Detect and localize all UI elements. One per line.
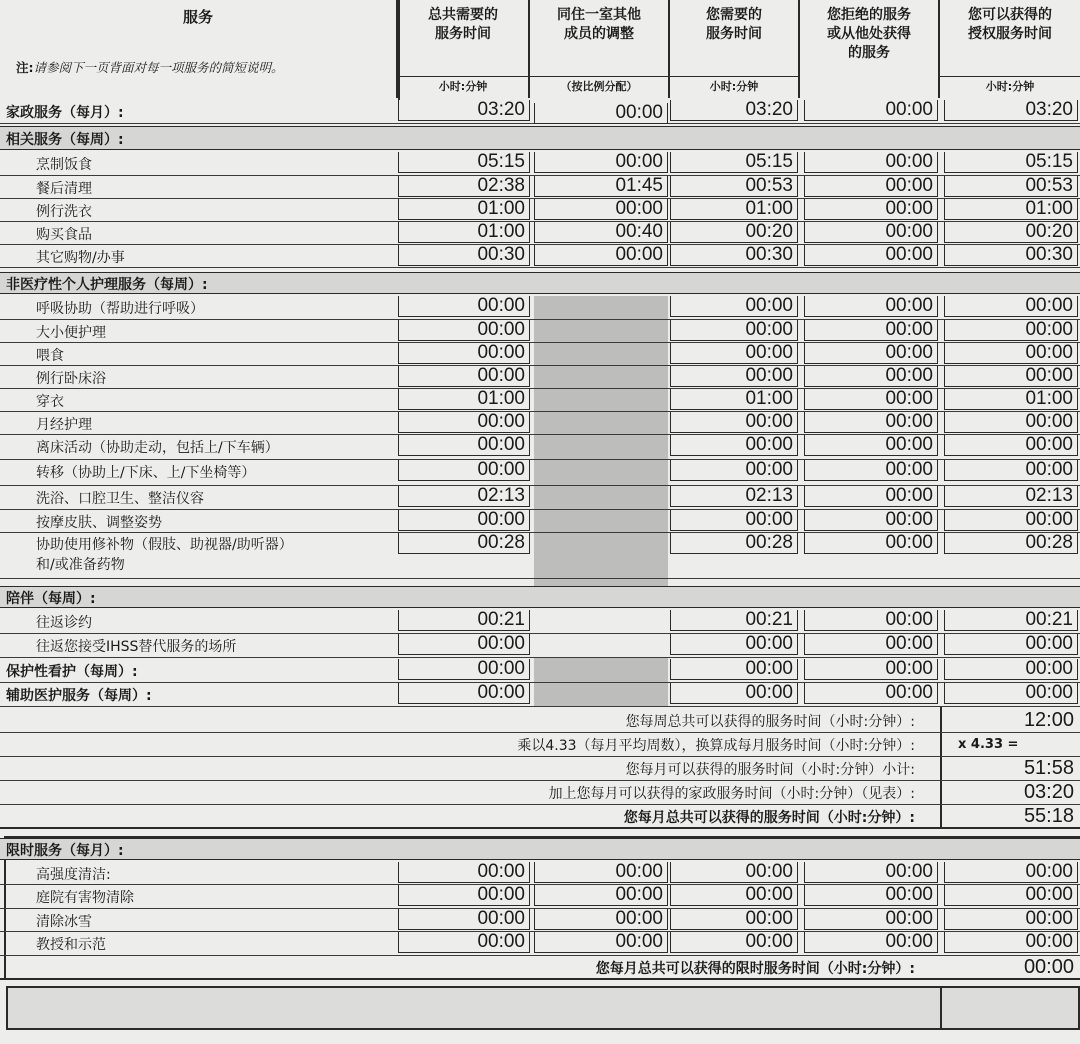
row-label: 其它购物/办事 (36, 250, 125, 266)
cell-need: 05:15 (670, 152, 798, 173)
cell-refused: 00:00 (804, 245, 938, 266)
limited-total (0, 956, 1080, 980)
col-refused-label: 您拒绝的服务 或从他处获得 的服务 (827, 7, 911, 61)
cell-need: 00:00 (670, 862, 798, 883)
cell-auth: 00:00 (944, 366, 1078, 387)
cell-need: 00:28 (670, 533, 798, 554)
table-row (0, 222, 1080, 245)
cell-refused: 00:00 (804, 296, 938, 317)
cell-auth: 00:28 (944, 533, 1078, 554)
row-label: 洗浴、口腔卫生、整洁仪容 (36, 491, 204, 507)
related-label: 相关服务（每周）: (6, 132, 124, 148)
paramedical-auth: 00:00 (944, 683, 1078, 704)
row-label: 按摩皮肤、调整姿势 (36, 515, 162, 531)
table-row (0, 343, 1080, 366)
limited-total-value: 00:00 (1023, 956, 1074, 978)
summary-domestic (0, 781, 1080, 805)
row-label: 离床活动（协助走动，包括上/下车辆） (36, 440, 279, 456)
table-row (0, 435, 1080, 460)
cell-auth: 00:00 (944, 320, 1078, 341)
cell-total: 01:00 (398, 199, 530, 220)
cell-auth: 00:53 (944, 176, 1078, 197)
cell-auth: 00:00 (944, 932, 1078, 953)
row-label: 购买食品 (36, 227, 92, 243)
protective-refused: 00:00 (804, 659, 938, 680)
cell-total: 00:21 (398, 610, 530, 631)
cell-need: 01:00 (670, 199, 798, 220)
unit-need: 小时:分钟 (670, 76, 798, 96)
cell-refused: 00:00 (804, 412, 938, 433)
cell-adjust: 00:00 (534, 909, 668, 930)
cell-total: 00:00 (398, 909, 530, 930)
table-row (0, 152, 1080, 176)
domestic-total: 03:20 (398, 100, 530, 121)
domestic-label: 家政服务（每月）: (6, 105, 124, 121)
summary-weekly (0, 709, 1080, 733)
cell-refused: 00:00 (804, 510, 938, 531)
cell-refused: 00:00 (804, 366, 938, 387)
unit-adjust: （按比例分配） (530, 76, 668, 96)
category-escort (0, 586, 1080, 608)
col-need-label: 您需要的 服务时间 (706, 7, 762, 42)
cell-adjust: 00:00 (534, 862, 668, 883)
cell-need: 00:00 (670, 885, 798, 906)
cell-auth: 00:00 (944, 412, 1078, 433)
service-title: 服务 (182, 8, 213, 26)
cell-need: 00:00 (670, 366, 798, 387)
summary-domestic-value: 03:20 (1023, 781, 1074, 803)
cell-need: 02:13 (670, 486, 798, 507)
cell-total: 00:00 (398, 460, 530, 481)
row-label: 烹制饭食 (36, 157, 92, 173)
total-value: 55:18 (1023, 805, 1074, 827)
row-protective (0, 659, 1080, 683)
cell-adjust: 00:00 (534, 152, 668, 173)
cell-auth: 01:00 (944, 389, 1078, 410)
cell-need: 00:00 (670, 634, 798, 655)
paramedical-need: 00:00 (670, 683, 798, 704)
paramedical-total: 00:00 (398, 683, 530, 704)
row-label: 餐后清理 (36, 181, 92, 197)
cell-need: 00:30 (670, 245, 798, 266)
cell-need: 00:00 (670, 909, 798, 930)
cell-auth: 01:00 (944, 199, 1078, 220)
row-label: 高强度清洁: (36, 867, 111, 883)
cell-auth: 02:13 (944, 486, 1078, 507)
summary-subtotal (0, 757, 1080, 781)
cell-need: 00:00 (670, 296, 798, 317)
cell-adjust: 00:00 (534, 199, 668, 220)
cell-total: 00:00 (398, 296, 530, 317)
cell-need: 00:20 (670, 222, 798, 243)
cell-total: 05:15 (398, 152, 530, 173)
cell-total: 00:28 (398, 533, 530, 554)
table-row (0, 245, 1080, 268)
header-total (398, 0, 530, 98)
cell-total: 02:38 (398, 176, 530, 197)
rule-1 (398, 0, 400, 100)
note-text: 请参阅下一页背面对每一项服务的简短说明。 (33, 60, 284, 75)
table-row (0, 296, 1080, 320)
cell-auth: 00:00 (944, 510, 1078, 531)
cell-total: 00:00 (398, 320, 530, 341)
table-row (0, 909, 1080, 932)
unit-total: 小时:分钟 (398, 76, 528, 96)
row-label: 例行卧床浴 (36, 371, 106, 387)
cell-refused: 00:00 (804, 610, 938, 631)
cell-refused: 00:00 (804, 435, 938, 456)
row-label: 大小便护理 (36, 325, 106, 341)
row-label: 庭院有害物清除 (36, 890, 134, 906)
cell-total: 01:00 (398, 222, 530, 243)
cell-total: 01:00 (398, 389, 530, 410)
header-need (670, 0, 800, 98)
category-personal (0, 272, 1080, 294)
cell-total: 00:00 (398, 634, 530, 655)
cell-need: 00:00 (670, 510, 798, 531)
limited-total-label: 您每月总共可以获得的限时服务时间（小时:分钟）: (595, 961, 915, 977)
cell-total: 00:00 (398, 510, 530, 531)
cell-need: 00:00 (670, 932, 798, 953)
cell-need: 00:00 (670, 412, 798, 433)
subtotal-value: 51:58 (1023, 757, 1074, 779)
cell-need: 00:00 (670, 435, 798, 456)
cell-adjust: 00:00 (534, 932, 668, 953)
cell-adjust: 00:00 (534, 885, 668, 906)
cell-auth: 00:21 (944, 610, 1078, 631)
cell-total: 00:00 (398, 932, 530, 953)
table-row (0, 634, 1080, 658)
cell-auth: 00:00 (944, 343, 1078, 364)
cell-refused: 00:00 (804, 222, 938, 243)
cell-need: 01:00 (670, 389, 798, 410)
domestic-auth: 03:20 (944, 100, 1078, 121)
personal-label: 非医疗性个人护理服务（每周）: (6, 277, 208, 293)
table-row (0, 320, 1080, 343)
cell-auth: 00:00 (944, 885, 1078, 906)
cell-auth: 00:30 (944, 245, 1078, 266)
cell-total: 00:00 (398, 885, 530, 906)
blank-footer-box (6, 986, 1080, 1030)
header-auth (940, 0, 1080, 98)
domestic-need: 03:20 (670, 100, 798, 121)
category-related (0, 126, 1080, 150)
table-row (0, 885, 1080, 909)
col-adjust-label: 同住一室其他 成员的调整 (557, 7, 641, 42)
escort-label: 陪伴（每周）: (6, 591, 96, 607)
table-row (0, 366, 1080, 389)
cell-refused: 00:00 (804, 634, 938, 655)
table-row (0, 533, 1080, 579)
col-total-label: 总共需要的 服务时间 (428, 7, 498, 42)
summary-multiply (0, 733, 1080, 757)
table-row (0, 199, 1080, 222)
row-label: 月经护理 (36, 417, 92, 433)
cell-auth: 00:20 (944, 222, 1078, 243)
cell-adjust: 00:40 (534, 222, 668, 243)
cell-adjust: 00:00 (534, 245, 668, 266)
cell-total: 00:00 (398, 862, 530, 883)
col-auth-label: 您可以获得的 授权服务时间 (968, 7, 1052, 42)
row-label: 喂食 (36, 348, 64, 364)
row-label: 例行洗衣 (36, 204, 92, 220)
row-label: 清除冰雪 (36, 914, 92, 930)
cell-total: 00:00 (398, 435, 530, 456)
table-row (0, 486, 1080, 510)
cell-refused: 00:00 (804, 909, 938, 930)
protective-label: 保护性看护（每周）: (6, 664, 138, 680)
cell-total: 00:00 (398, 343, 530, 364)
protective-auth: 00:00 (944, 659, 1078, 680)
cell-need: 00:21 (670, 610, 798, 631)
cell-refused: 00:00 (804, 176, 938, 197)
row-label: 转移（协助上/下床、上/下坐椅等） (36, 465, 256, 481)
cell-total: 00:30 (398, 245, 530, 266)
cell-total: 00:00 (398, 366, 530, 387)
cell-auth: 00:00 (944, 460, 1078, 481)
cell-need: 00:00 (670, 460, 798, 481)
protective-need: 00:00 (670, 659, 798, 680)
weekly-label: 您每周总共可以获得的服务时间（小时:分钟）: (625, 714, 915, 730)
cell-auth: 00:00 (944, 634, 1078, 655)
cell-auth: 00:00 (944, 909, 1078, 930)
table-row (0, 510, 1080, 533)
row-label: 呼吸协助（帮助进行呼吸） (36, 301, 204, 317)
row-label: 协助使用修补物（假肢、助视器/助听器） 和/或准备药物 (36, 537, 293, 573)
cell-total: 02:13 (398, 486, 530, 507)
summary-total (0, 805, 1080, 829)
table-row (0, 932, 1080, 956)
protective-total: 00:00 (398, 659, 530, 680)
row-paramedical (0, 683, 1080, 707)
row-label: 往返诊约 (36, 615, 92, 631)
cell-need: 00:00 (670, 343, 798, 364)
paramedical-refused: 00:00 (804, 683, 938, 704)
multiply-value: x 4.33 = (958, 737, 1019, 752)
category-limited (0, 838, 1080, 860)
cell-refused: 00:00 (804, 389, 938, 410)
header-service (0, 0, 398, 98)
table-row (0, 412, 1080, 435)
row-label: 往返您接受IHSS替代服务的场所 (36, 639, 237, 655)
row-domestic (0, 100, 1080, 124)
cell-auth: 00:00 (944, 862, 1078, 883)
table-row (0, 460, 1080, 486)
cell-refused: 00:00 (804, 199, 938, 220)
limited-label: 限时服务（每月）: (6, 843, 124, 859)
domestic-refused: 00:00 (804, 100, 938, 121)
cell-refused: 00:00 (804, 862, 938, 883)
cell-need: 00:00 (670, 320, 798, 341)
cell-need: 00:53 (670, 176, 798, 197)
cell-refused: 00:00 (804, 885, 938, 906)
table-row (0, 176, 1080, 199)
header-refused (800, 0, 940, 98)
cell-auth: 00:00 (944, 296, 1078, 317)
total-label: 您每月总共可以获得的服务时间（小时:分钟）: (623, 810, 915, 826)
cell-adjust: 01:45 (534, 176, 668, 197)
unit-auth: 小时:分钟 (940, 76, 1080, 96)
subtotal-label: 您每月可以获得的服务时间（小时:分钟）小计: (625, 762, 915, 778)
note-prefix: 注: (16, 60, 34, 75)
cell-auth: 05:15 (944, 152, 1078, 173)
table-row (0, 862, 1080, 885)
table-row (0, 610, 1080, 634)
cell-auth: 00:00 (944, 435, 1078, 456)
summary-domestic-label: 加上您每月可以获得的家政服务时间（小时:分钟）（见表）: (548, 786, 915, 802)
table-row (0, 389, 1080, 412)
header-adjust (530, 0, 670, 98)
weekly-value: 12:00 (1023, 709, 1074, 731)
row-label: 穿衣 (36, 394, 64, 410)
domestic-adjust: 00:00 (534, 103, 668, 124)
cell-refused: 00:00 (804, 460, 938, 481)
cell-refused: 00:00 (804, 932, 938, 953)
cell-total: 00:00 (398, 412, 530, 433)
row-label: 教授和示范 (36, 937, 106, 953)
cell-refused: 00:00 (804, 152, 938, 173)
cell-refused: 00:00 (804, 343, 938, 364)
blank-footer-divider (940, 988, 942, 1028)
service-note (16, 58, 284, 76)
cell-refused: 00:00 (804, 320, 938, 341)
paramedical-label: 辅助医护服务（每周）: (6, 688, 152, 704)
cell-refused: 00:00 (804, 533, 938, 554)
cell-refused: 00:00 (804, 486, 938, 507)
multiply-label: 乘以4.33（每月平均周数），换算成每月服务时间（小时:分钟）: (517, 738, 915, 754)
